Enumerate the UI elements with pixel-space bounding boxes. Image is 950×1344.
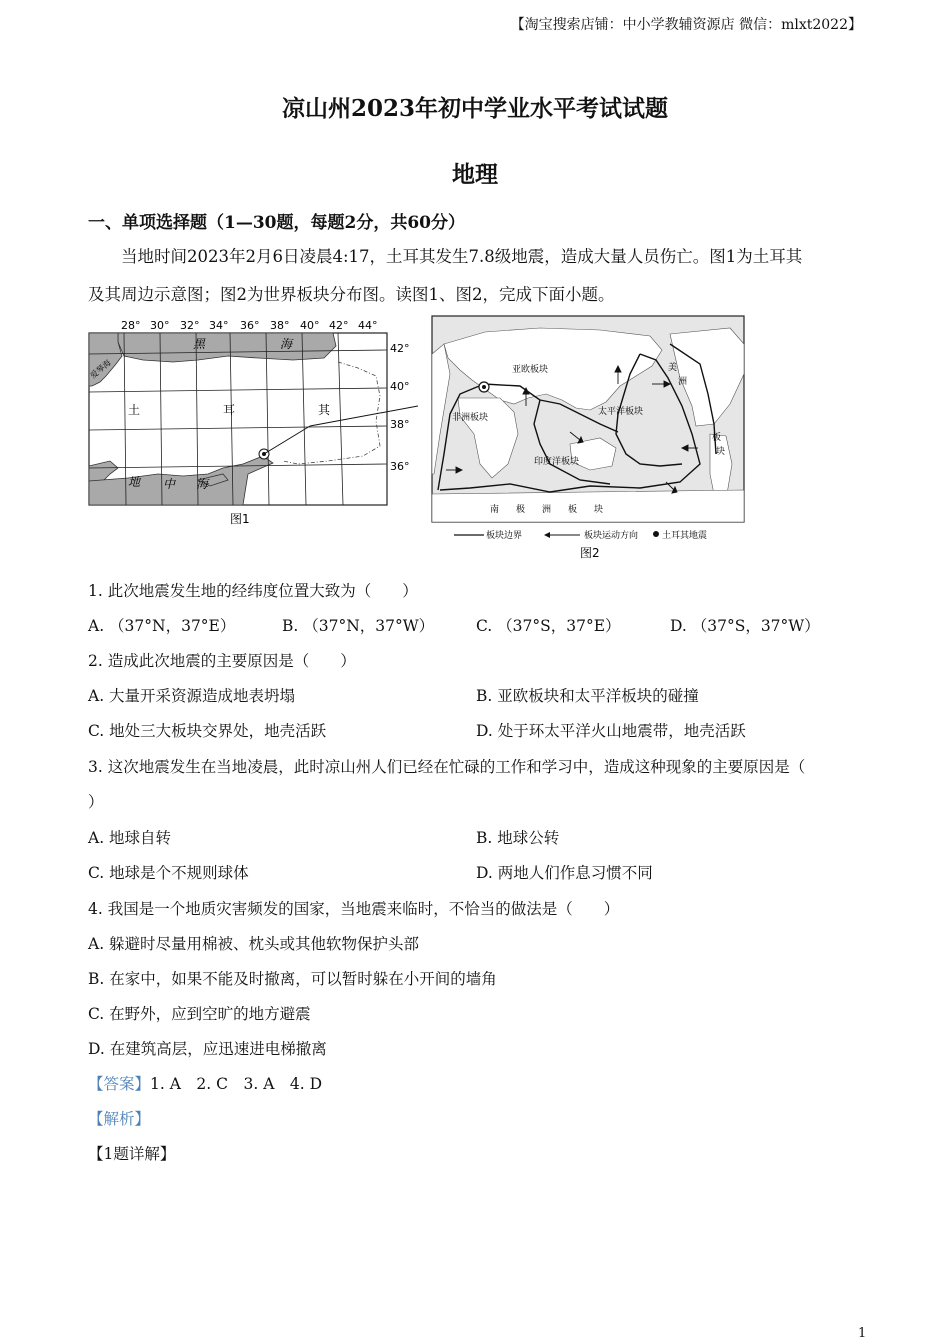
question-3-stem-cont: ） [88, 793, 104, 811]
fig1-lon-label: 36° [240, 319, 260, 332]
fig2-plate-label-america: 洲 [678, 377, 688, 387]
fig1-black-sea-label: 海 [280, 337, 293, 351]
fig1-med-label: 海 [196, 477, 209, 491]
fig2-caption: 图2 [580, 546, 600, 560]
question-4-stem: 4. 我国是一个地质灾害频发的国家，当地震来临时，不恰当的做法是（ ） [88, 900, 620, 918]
fig1-lat-label: 42° [390, 342, 410, 355]
fig1-lon-label: 34° [209, 319, 229, 332]
figure-1-turkey-map [88, 316, 418, 531]
fig2-plate-label-plate: 板 [712, 433, 722, 443]
question-3-stem: 3. 这次地震发生在当地凌晨，此时凉山州人们已经在忙碌的工作和学习中，造成这种现象的主要原因是（ [88, 758, 806, 776]
section-heading: 一、单项选择题（1—30题，每题2分，共60分） [88, 213, 465, 233]
question-2-option-b: B. 亚欧板块和太平洋板块的碰撞 [476, 687, 699, 705]
question-1-option-a: A. （37°N，37°E） [88, 617, 236, 635]
intro-line-1: 当地时间2023年2月6日凌晨4:17，土耳其发生7.8级地震，造成大量人员伤亡。图1为土耳其 [121, 247, 803, 266]
detail-label: 【1题详解】 [88, 1145, 176, 1163]
page-number: 1 [858, 1326, 867, 1341]
fig1-caption: 图1 [230, 512, 250, 526]
fig1-country-label: 其 [318, 403, 331, 417]
question-1-option-b: B. （37°N，37°W） [282, 617, 435, 635]
page-title: 凉山州2023年初中学业水平考试试题 [281, 95, 668, 122]
fig2-plate-label-antarctic: 板 [568, 505, 578, 515]
question-3-option-d: D. 两地人们作息习惯不同 [476, 864, 653, 882]
question-4-option-b: B. 在家中，如果不能及时撤离，可以暂时躲在小开间的墙角 [88, 970, 497, 988]
answer-text: 1. A 2. C 3. A 4. D [150, 1075, 323, 1093]
fig1-lon-label: 44° [358, 319, 378, 332]
fig1-lon-label: 42° [329, 319, 349, 332]
fig1-med-label: 中 [163, 477, 176, 491]
question-2-option-c: C. 地处三大板块交界处，地壳活跃 [88, 722, 327, 740]
fig1-lon-label: 40° [300, 319, 320, 332]
fig1-aegean-label: 爱琴海 [88, 358, 113, 381]
fig1-lon-label: 32° [180, 319, 200, 332]
fig1-lat-label: 38° [390, 418, 410, 431]
fig1-med-label: 地 [128, 475, 141, 489]
fig2-legend-motion: 板块运动方向 [584, 531, 639, 541]
intro-line-2: 及其周边示意图；图2为世界板块分布图。读图1、图2，完成下面小题。 [88, 285, 615, 304]
figure-2-plate-map [430, 314, 750, 562]
fig1-black-sea-label: 黑 [193, 337, 206, 351]
question-2-option-a: A. 大量开采资源造成地表坍塌 [88, 687, 296, 705]
fig2-plate-label-pacific: 太平洋板块 [598, 407, 644, 417]
fig2-plate-label-africa: 非洲板块 [452, 413, 489, 423]
question-3-option-c: C. 地球是个不规则球体 [88, 864, 249, 882]
fig2-legend-boundary: 板块边界 [486, 531, 523, 541]
fig1-country-label: 土 [128, 403, 141, 417]
question-4-option-a: A. 躲避时尽量用棉被、枕头或其他软物保护头部 [88, 935, 420, 953]
answer-line [88, 1072, 322, 1094]
question-3-option-a: A. 地球自转 [88, 829, 172, 847]
question-1-option-d: D. （37°S，37°W） [670, 617, 820, 635]
fig1-country-label: 耳 [223, 403, 236, 417]
answer-label: 【答案】 [88, 1075, 151, 1093]
question-2-option-d: D. 处于环太平洋火山地震带，地壳活跃 [476, 722, 746, 740]
fig2-plate-label-america: 美 [668, 363, 678, 373]
fig2-plate-label-antarctic: 南 [490, 505, 500, 515]
fig2-plate-label-antarctic: 极 [516, 505, 526, 515]
fig1-lon-label: 38° [270, 319, 290, 332]
question-3-option-b: B. 地球公转 [476, 829, 560, 847]
header-note: 【淘宝搜索店铺：中小学教辅资源店 微信：mlxt2022】 [510, 17, 862, 33]
analysis-label: 【解析】 [88, 1110, 151, 1128]
fig2-plate-label-plate: 块 [716, 447, 726, 457]
subject-title: 地理 [452, 161, 498, 188]
question-1-option-c: C. （37°S，37°E） [476, 617, 621, 635]
fig2-plate-label-indian: 印度洋板块 [534, 457, 580, 467]
question-4-option-d: D. 在建筑高层，应迅速进电梯撤离 [88, 1040, 327, 1058]
intro-paragraph [88, 238, 858, 314]
fig2-plate-label-antarctic: 洲 [542, 505, 552, 515]
fig1-lat-label: 40° [390, 380, 410, 393]
question-1-stem: 1. 此次地震发生地的经纬度位置大致为（ ） [88, 582, 418, 600]
question-4-option-c: C. 在野外，应到空旷的地方避震 [88, 1005, 311, 1023]
fig2-plate-label-antarctic: 块 [594, 505, 604, 515]
fig2-legend-quake: 土耳其地震 [662, 531, 708, 541]
fig1-lat-label: 36° [390, 460, 410, 473]
question-2-stem: 2. 造成此次地震的主要原因是（ ） [88, 652, 356, 670]
fig1-lon-label: 28° [121, 319, 141, 332]
fig2-plate-label-eurasia: 亚欧板块 [512, 365, 549, 375]
fig1-lon-label: 30° [150, 319, 170, 332]
